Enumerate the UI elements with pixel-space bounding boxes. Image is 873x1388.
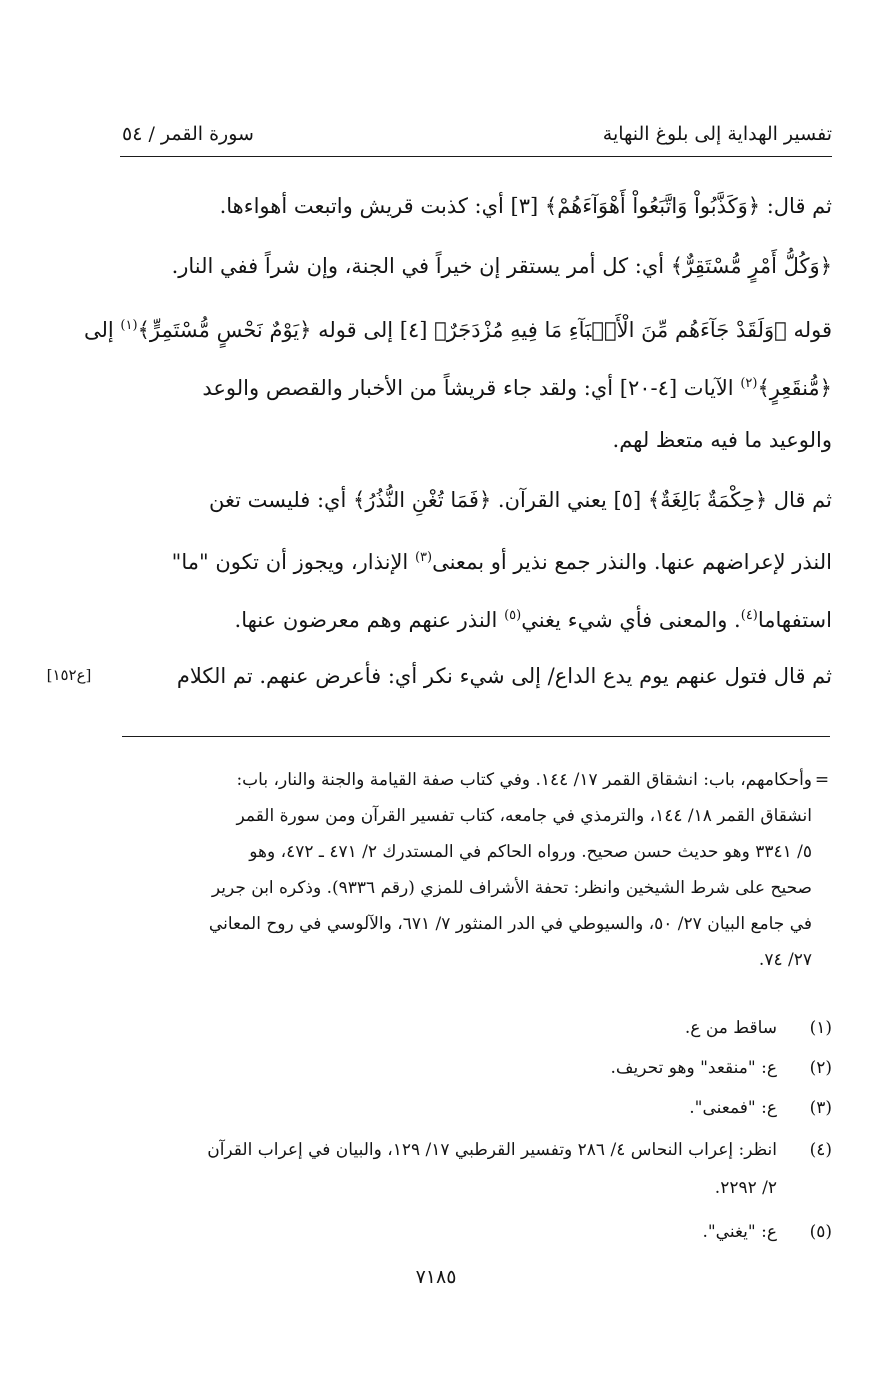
quran-verse: ﴿وَلَقَدْ جَآءَهُم مِّنَ الْأَنۢبَآءِ مَا فِيهِ مُزْدَجَرٌ﴾ bbox=[434, 318, 787, 342]
text-line-3: قوله ﴿وَلَقَدْ جَآءَهُم مِّنَ الْأَنۢبَآءِ مَا فِيهِ مُزْدَجَرٌ﴾ [٤] إلى قوله ﴿يَوْمٌ نَحْسٍ مُّسْتَمِرٍّ﴾$^{(١)}$ إلى bbox=[84, 318, 832, 342]
header-rule bbox=[120, 156, 832, 157]
footnote-4: (٤)انظر: إعراب النحاس ٤/ ٢٨٦ وتفسير القرطبي ١٧/ ١٢٩، والبيان في إعراب القرآن bbox=[122, 1132, 832, 1168]
footnote-5: (٥)ع: "يغني". bbox=[122, 1214, 832, 1250]
quran-verse: ﴿حِكْمَةٌ بَالِغَةٌ﴾ bbox=[647, 488, 768, 512]
footnote-continuation-line: ٥/ ٣٣٤١ وهو حديث حسن صحيح. ورواه الحاكم في المستدرك ٢/ ٤٧١ ـ ٤٧٢، وهو bbox=[249, 842, 812, 862]
footnote-ref: (٤) bbox=[740, 608, 758, 623]
footnote-continuation-line: صحيح على شرط الشيخين وانظر: تحفة الأشراف للمزي (رقم ٩٣٣٦). وذكره ابن جرير bbox=[211, 878, 812, 898]
text-line-6: ثم قال ﴿حِكْمَةٌ بَالِغَةٌ﴾ [٥] يعني القرآن. ﴿فَمَا تُغْنِ النُّذُرُ﴾ أي: فليست تغن bbox=[208, 488, 832, 512]
text-line-4: ﴿مُّنقَعِرٍ﴾$^{(٢)}$ الآيات [٤-٢٠] أي: ولقد جاء قريشاً من الأخبار والقصص والوعد bbox=[202, 376, 832, 400]
footnote-number: (٣) bbox=[809, 1098, 832, 1118]
page-number: ٧١٨٥ bbox=[415, 1266, 457, 1288]
footnote-ref: (٢) bbox=[740, 376, 758, 391]
footnote-continuation-line: انشقاق القمر ١٨/ ١٤٤، والترمذي في جامعه، كتاب تفسير القرآن ومن سورة القمر bbox=[236, 806, 812, 826]
text-line-8: استفهاما$^{(٤)}$. والمعنى فأي شيء يغني$^{(٥)}$ النذر عنهم وهم معرضون عنها. bbox=[234, 608, 832, 632]
book-title: تفسير الهداية إلى بلوغ النهاية bbox=[602, 123, 832, 145]
footnote-continuation-line: في جامع البيان ٢٧/ ٥٠، والسيوطي في الدر المنثور ٧/ ٦٧١، والآلوسي في روح المعاني bbox=[208, 914, 812, 934]
quran-verse: ﴿فَمَا تُغْنِ النُّذُرُ﴾ bbox=[353, 488, 492, 512]
quran-verse: ﴿مُّنقَعِرٍ﴾ bbox=[757, 376, 832, 400]
quran-verse: ﴿وَكُلُّ أَمْرٍ مُّسْتَقِرٌّ﴾ bbox=[670, 254, 832, 278]
quran-verse: ﴿يَوْمٌ نَحْسٍ مُّسْتَمِرٍّ﴾ bbox=[137, 318, 312, 342]
footnote-rule bbox=[122, 736, 830, 737]
text-line-7: النذر لإعراضهم عنها. والنذر جمع نذير أو بمعنى$^{(٣)}$ الإنذار، ويجوز أن تكون "ما" bbox=[171, 550, 832, 574]
footnote-2: (٢)ع: "منقعد" وهو تحريف. bbox=[122, 1050, 832, 1086]
text-line-1: ثم قال: ﴿وَكَذَّبُواْ وَاتَّبَعُواْ أَهْوَآءَهُمْ﴾ [٣] أي: كذبت قريش واتبعت أهواءها. bbox=[219, 194, 832, 218]
footnote-number: (٢) bbox=[809, 1058, 832, 1078]
footnote-number: (١) bbox=[809, 1018, 832, 1038]
manuscript-margin-ref: [ع١٥٢] bbox=[46, 666, 92, 684]
quran-verse: ﴿وَكَذَّبُواْ وَاتَّبَعُواْ أَهْوَآءَهُمْ﴾ bbox=[544, 194, 761, 218]
footnote-number: (٤) bbox=[809, 1140, 832, 1160]
footnote-continuation-line: ٢٧/ ٧٤. bbox=[758, 950, 812, 970]
footnote-ref: (١) bbox=[120, 318, 138, 333]
text-line-2: ﴿وَكُلُّ أَمْرٍ مُّسْتَقِرٌّ﴾ أي: كل أمر يستقر إن خيراً في الجنة، وإن شراً ففي النار. bbox=[171, 254, 832, 278]
running-header bbox=[122, 118, 832, 150]
footnote-ref: (٥) bbox=[504, 608, 522, 623]
text-line-5: والوعيد ما فيه متعظ لهم. bbox=[612, 428, 832, 452]
text-line-9: ثم قال فتول عنهم يوم يدع الداع/ إلى شيء نكر أي: فأعرض عنهم. تم الكلام bbox=[176, 664, 832, 688]
surah-page-label: سورة القمر / ٥٤ bbox=[122, 123, 254, 145]
footnote-continuation-line: وأحكامهم، باب: انشقاق القمر ١٧/ ١٤٤. وفي كتاب صفة القيامة والجنة والنار، باب: bbox=[236, 770, 812, 790]
footnote-number: (٥) bbox=[809, 1222, 832, 1242]
footnote-ref: (٣) bbox=[414, 550, 433, 565]
footnote-1: (١)ساقط من ع. bbox=[122, 1010, 832, 1046]
footnote-4-continuation: ٢/ ٢٢٩٢. bbox=[714, 1178, 777, 1198]
continuation-mark: = bbox=[814, 770, 830, 790]
footnote-3: (٣)ع: "فمعنى". bbox=[122, 1090, 832, 1126]
